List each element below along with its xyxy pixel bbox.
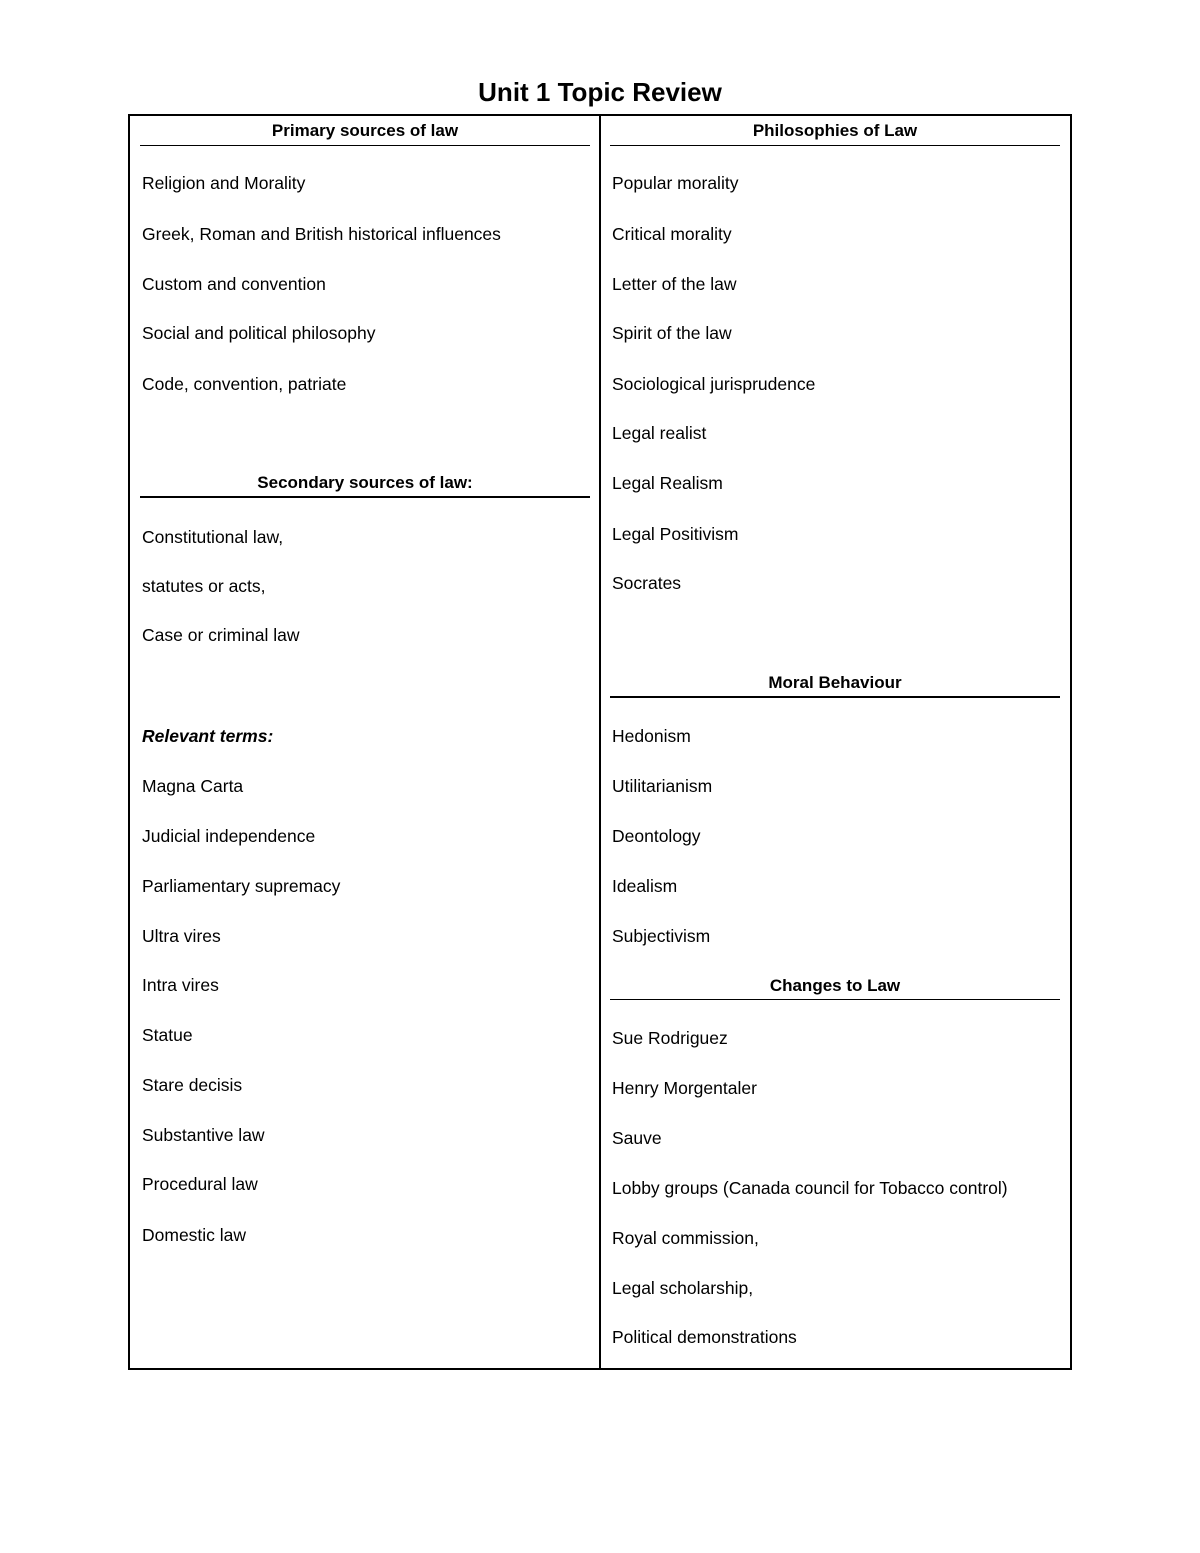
list-item: Spirit of the law <box>612 323 732 343</box>
list-item: Legal Positivism <box>612 524 739 544</box>
list-item: Domestic law <box>142 1225 247 1245</box>
list-item: Utilitarianism <box>612 776 713 796</box>
list-item: Code, convention, patriate <box>142 374 347 394</box>
list-item: Statue <box>142 1025 193 1045</box>
moral-behaviour-heading: Moral Behaviour <box>768 673 902 692</box>
list-item: statutes or acts, <box>142 576 266 596</box>
list-item: Political demonstrations <box>612 1327 797 1347</box>
list-item: Substantive law <box>142 1125 265 1145</box>
list-item: Legal scholarship, <box>612 1278 754 1298</box>
list-item: Royal commission, <box>612 1228 759 1248</box>
primary-sources-heading: Primary sources of law <box>271 121 459 140</box>
list-item: Custom and convention <box>142 274 326 294</box>
heading-underline <box>610 999 1060 1000</box>
left-column <box>140 116 592 1368</box>
list-item: Stare decisis <box>142 1075 243 1095</box>
list-item: Social and political philosophy <box>142 323 376 343</box>
list-item: Deontology <box>612 826 701 846</box>
review-table <box>128 114 1072 1370</box>
list-item: Legal realist <box>612 423 707 443</box>
list-item: Letter of the law <box>612 274 737 294</box>
page-title: Unit 1 Topic Review <box>478 77 722 107</box>
list-item: Case or criminal law <box>142 625 300 645</box>
right-column <box>610 116 1062 1368</box>
list-item: Lobby groups (Canada council for Tobacco control) <box>612 1178 1008 1198</box>
heading-underline <box>610 145 1060 146</box>
changes-to-law-heading: Changes to Law <box>769 976 901 995</box>
list-item: Sue Rodriguez <box>612 1028 728 1048</box>
list-item: Henry Morgentaler <box>612 1078 757 1098</box>
list-item: Judicial independence <box>142 826 316 846</box>
philosophies-heading: Philosophies of Law <box>752 121 918 140</box>
list-item: Parliamentary supremacy <box>142 876 341 896</box>
list-item: Socrates <box>612 573 682 593</box>
list-item: Ultra vires <box>142 926 221 946</box>
list-item: Sauve <box>612 1128 662 1148</box>
secondary-sources-heading: Secondary sources of law: <box>257 473 473 492</box>
list-item: Hedonism <box>612 726 691 746</box>
list-item: Subjectivism <box>612 926 711 946</box>
list-item: Magna Carta <box>142 776 244 796</box>
list-item: Constitutional law, <box>142 527 284 547</box>
list-item: Legal Realism <box>612 473 723 493</box>
list-item: Sociological jurisprudence <box>612 374 816 394</box>
list-item: Religion and Morality <box>142 173 306 193</box>
heading-underline <box>140 496 590 498</box>
list-item: Greek, Roman and British historical influences <box>142 224 501 244</box>
list-item: Popular morality <box>612 173 739 193</box>
heading-underline <box>140 145 590 146</box>
column-divider <box>599 116 601 1368</box>
list-item: Procedural law <box>142 1174 258 1194</box>
list-item: Critical morality <box>612 224 732 244</box>
list-item: Idealism <box>612 876 678 896</box>
heading-underline <box>610 696 1060 698</box>
list-item: Intra vires <box>142 975 219 995</box>
relevant-terms-heading: Relevant terms: <box>142 726 274 746</box>
